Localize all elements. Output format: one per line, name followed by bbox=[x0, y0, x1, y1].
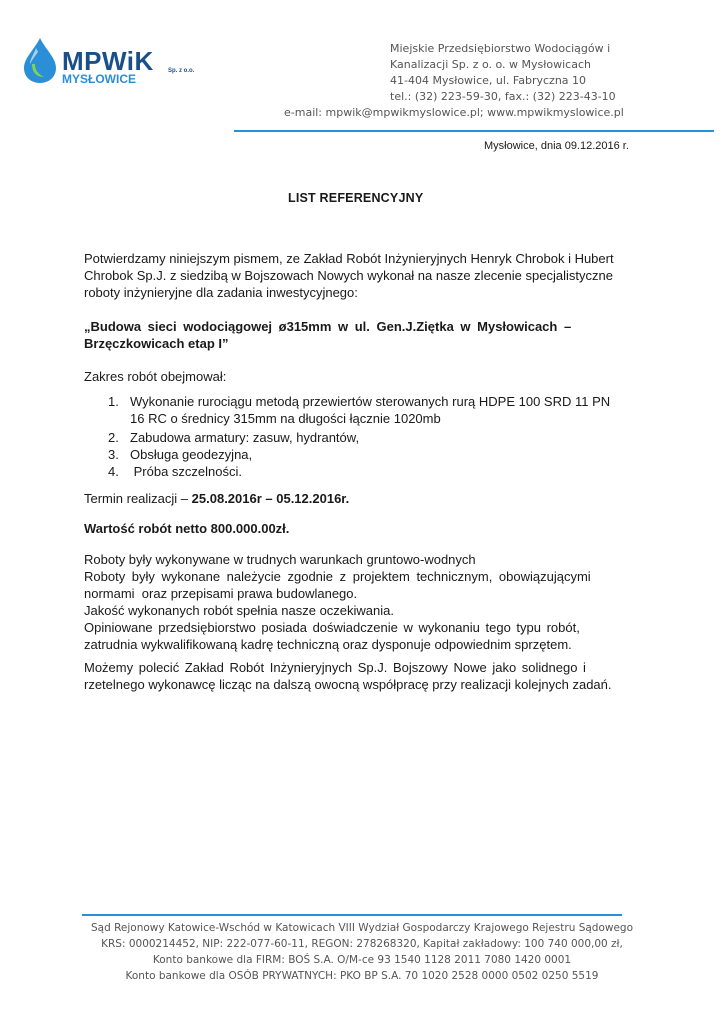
footer-bank-account-private: Konto bankowe dla OSÓB PRYWATNYCH: PKO BP S.A. 70 1020 2528 0000 0502 0250 5519 bbox=[125, 970, 599, 982]
scope-item-number: 3. bbox=[108, 447, 119, 462]
realization-term bbox=[84, 490, 349, 507]
closing-line-6: zatrudnia wykwalifikowaną kadrę techniczną oraz dysponuje odpowiednim sprzętem. bbox=[84, 637, 572, 652]
letter-date: Mysłowice, dnia 09.12.2016 r. bbox=[484, 140, 629, 152]
closing-line-7: Możemy polecić Zakład Robót Inżynieryjnych Sp.J. Bojszowy Nowe jako solidnego i bbox=[84, 660, 586, 675]
company-phone-fax: tel.: (32) 223-59-30, fax.: (32) 223-43-10 bbox=[390, 90, 616, 103]
closing-line-1: Roboty były wykonywane w trudnych warunkach gruntowo-wodnych bbox=[84, 552, 476, 567]
scope-item-text: Zabudowa armatury: zasuw, hydrantów, bbox=[130, 430, 360, 445]
document-title: LIST REFERENCYJNY bbox=[288, 191, 424, 205]
closing-line-5: Opiniowane przedsiębiorstwo posiada doświadczenie w wykonaniu tego typu robót, bbox=[84, 620, 580, 635]
scope-item-text: Próba szczelności. bbox=[130, 464, 242, 479]
scope-item-number: 4. bbox=[108, 464, 119, 479]
logo-city: MYSŁOWICE bbox=[62, 72, 136, 86]
contract-value: Wartość robót netto 800.000.00zł. bbox=[84, 521, 290, 536]
closing-line-4: Jakość wykonanych robót spełnia nasze oczekiwania. bbox=[84, 603, 395, 618]
closing-line-3: normami oraz przepisami prawa budowlanego. bbox=[84, 586, 358, 601]
project-name-line-1: „Budowa sieci wodociągowej ø315mm w ul. Gen.J.Ziętka w Mysłowicach – bbox=[84, 319, 572, 334]
closing-line-2: Roboty były wykonane należycie zgodnie z projektem technicznym, obowiązującymi bbox=[84, 569, 591, 584]
header-divider bbox=[234, 130, 714, 132]
company-address: 41-404 Mysłowice, ul. Fabryczna 10 bbox=[390, 74, 587, 87]
scope-item-number: 2. bbox=[108, 430, 119, 445]
scope-heading: Zakres robót obejmował: bbox=[84, 369, 227, 384]
company-name-line-2: Kanalizacji Sp. z o. o. w Mysłowicach bbox=[390, 58, 591, 71]
water-drop-logo-icon bbox=[14, 34, 66, 86]
scope-item-text: Wykonanie rurociągu metodą przewiertów sterowanych rurą HDPE 100 SRD 11 PN bbox=[130, 394, 611, 409]
term-value: 25.08.2016r – 05.12.2016r. bbox=[191, 491, 350, 506]
footer-divider bbox=[82, 914, 622, 916]
intro-line-1: Potwierdzamy niniejszym pismem, ze Zakład Robót Inżynieryjnych Henryk Chrobok i Hubert bbox=[84, 251, 614, 266]
footer-bank-account-firms: Konto bankowe dla FIRM: BOŚ S.A. O/M-ce 93 1540 1128 2011 7080 1420 0001 bbox=[152, 954, 572, 966]
footer-court-register: Sąd Rejonowy Katowice-Wschód w Katowicach VIII Wydział Gospodarczy Krajowego Rejestru Sądowego bbox=[90, 922, 634, 934]
company-contact: e-mail: mpwik@mpwikmyslowice.pl; www.mpwikmyslowice.pl bbox=[284, 106, 624, 119]
project-name-line-2: Brzęczkowicach etap I” bbox=[84, 336, 229, 351]
scope-item-text: Obsługa geodezyjna, bbox=[130, 447, 253, 462]
logo-legal-form: Sp. z o.o. bbox=[168, 68, 195, 74]
intro-line-2: Chrobok Sp.J. z siedzibą w Bojszowach Nowych wykonał na nasze zlecenie specjalistyczne bbox=[84, 268, 613, 283]
footer-company-ids: KRS: 0000214452, NIP: 222-077-60-11, REGON: 278268320, Kapitał zakładowy: 100 740 000,00 zł, bbox=[101, 938, 623, 950]
scope-item-text: 16 RC o średnicy 315mm na długości łącznie 1020mb bbox=[130, 411, 441, 426]
company-name-line-1: Miejskie Przedsiębiorstwo Wodociągów i bbox=[390, 42, 611, 55]
scope-item-number: 1. bbox=[108, 394, 119, 409]
closing-line-8: rzetelnego wykonawcę licząc na dalszą owocną współpracę przy realizacji kolejnych zadań. bbox=[84, 677, 612, 692]
logo-wordmark: MPWiK bbox=[62, 46, 154, 76]
term-label: Termin realizacji – bbox=[84, 491, 192, 506]
intro-line-3: roboty inżynieryjne dla zadania inwestycyjnego: bbox=[84, 285, 358, 300]
